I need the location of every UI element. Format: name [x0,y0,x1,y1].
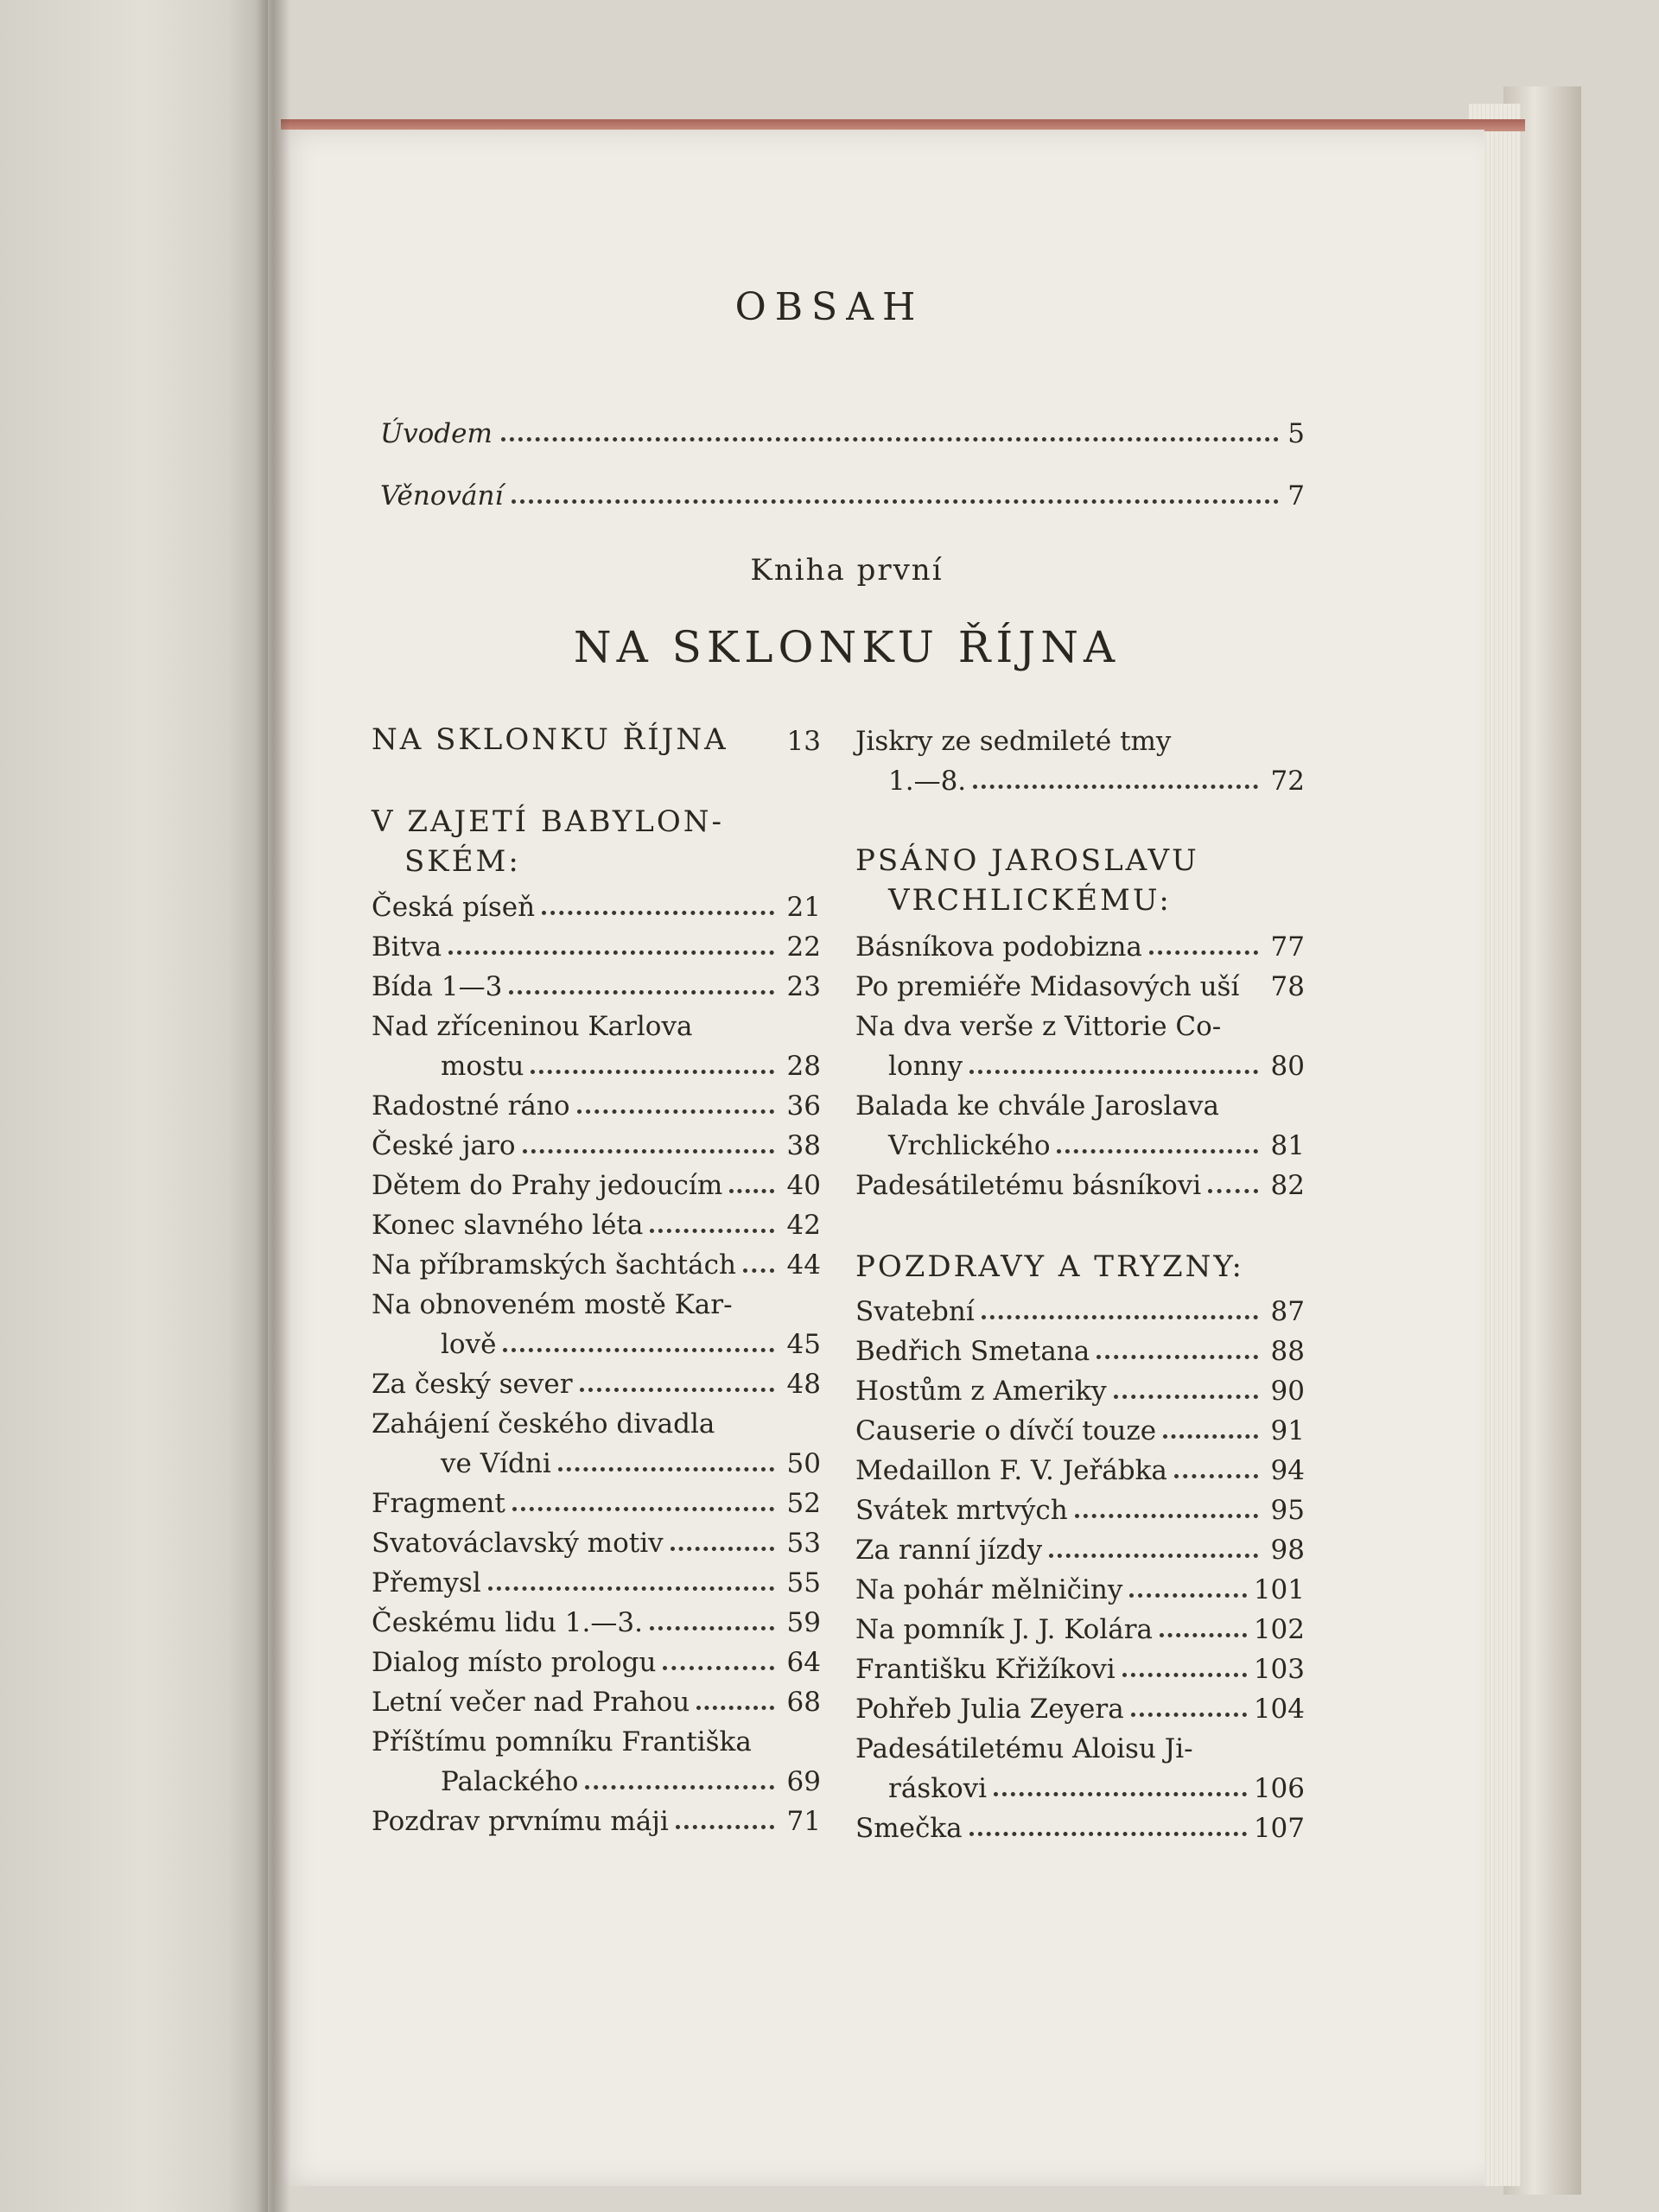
entry-title: Na pohár mělničiny [855,1574,1123,1605]
entry-title: Po premiéře Midasových uší [855,971,1240,1002]
entry-title: Padesátiletému básníkovi [855,1170,1202,1201]
dot-leader [1163,1434,1258,1439]
dot-leader [531,1070,774,1074]
toc-entry [855,1327,1305,1367]
toc-entry [855,1645,1305,1685]
entry-page: 7 [1287,480,1305,512]
dot-leader [501,437,1279,442]
dot-leader [663,1666,774,1670]
entry-page: 88 [1270,1336,1305,1367]
dot-leader [1208,1189,1258,1193]
dot-leader [1131,1713,1247,1717]
dot-leader [512,1507,774,1511]
dot-leader [676,1825,774,1829]
toc-entry-line [855,1725,1305,1764]
toc-entry [372,1320,821,1360]
entry-page: 98 [1270,1535,1305,1566]
entry-page: 50 [786,1448,821,1479]
entry-page: 21 [786,892,821,923]
entry-title: Přemysl [372,1567,481,1599]
entry-page: 5 [1287,418,1305,449]
dot-leader [1174,1474,1258,1478]
entry-page: 104 [1253,1694,1305,1725]
entry-title: Bída 1—3 [372,971,503,1002]
dot-leader [696,1706,774,1710]
toc-entry [855,1042,1305,1082]
toc-entry [855,1605,1305,1645]
dot-leader [650,1626,774,1630]
toc-entry [855,963,1305,1002]
toc-entry [372,1201,821,1241]
entry-title: Františku Křižíkovi [855,1654,1116,1685]
dot-leader [577,1109,774,1114]
entry-page: 59 [786,1607,821,1638]
entry-page: 94 [1270,1455,1305,1486]
entry-title: Causerie o dívčí touze [855,1415,1157,1446]
entry-page: 72 [1270,766,1305,797]
toc-section-entry [372,717,821,757]
dot-leader [448,950,774,955]
entry-page: 69 [786,1766,821,1797]
entry-title: Radostné ráno [372,1090,570,1122]
entry-page: 48 [786,1369,821,1400]
dot-leader [743,1268,774,1273]
dot-leader [973,785,1258,789]
entry-page: 91 [1270,1415,1305,1446]
entry-title: 1.—8. [888,766,967,797]
entry-page: 95 [1270,1495,1305,1526]
toc-entry-line [855,1082,1305,1122]
toc-entry [372,1082,821,1122]
dot-leader [580,1388,774,1392]
section-heading: V ZAJETÍ BABYLON- [372,804,724,839]
dot-leader [969,1070,1258,1074]
entry-title: Českému lidu 1.—3. [372,1607,643,1638]
toc-entry [380,406,1305,449]
dot-leader [1122,1673,1247,1677]
entry-page: 78 [1270,971,1305,1002]
entry-title: Vrchlického [888,1130,1051,1161]
entry-title: Příštímu pomníku Františka [372,1726,752,1758]
entry-title: Pozdrav prvnímu máji [372,1806,669,1837]
toc-entry-line [372,1718,821,1758]
toc-entry [372,1797,821,1837]
entry-page: 106 [1253,1773,1305,1804]
section-heading: VRCHLICKÉMU: [888,883,1172,918]
entry-page: 77 [1270,931,1305,963]
toc-entry [372,1599,821,1638]
entry-page: 80 [1270,1051,1305,1082]
entry-title: Smečka [855,1813,963,1844]
entry-title: ráskovi [888,1773,988,1804]
entry-page: 55 [786,1567,821,1599]
entry-title: Česká píseň [372,892,536,923]
dot-leader [1049,1554,1258,1558]
entry-title: České jaro [372,1130,516,1161]
entry-title: Na příbramských šachtách [372,1249,736,1281]
dot-leader [512,499,1279,504]
toc-entry [855,757,1305,797]
entry-title: Hostům z Ameriky [855,1376,1107,1407]
entry-page: 38 [786,1130,821,1161]
toc-entry [372,1440,821,1479]
dot-leader [509,990,774,995]
dot-leader [503,1348,774,1352]
toc-entry [855,1407,1305,1446]
toc-entry-line [855,717,1305,757]
entry-title: lově [441,1329,497,1360]
entry-title: Bedřich Smetana [855,1336,1090,1367]
toc-entry-line [372,1002,821,1042]
entry-title: Letní večer nad Prahou [372,1687,690,1718]
entry-title: mostu [441,1051,524,1082]
entry-page: 23 [786,971,821,1002]
section-heading: SKÉM: [404,844,521,879]
toc-entry [855,1685,1305,1725]
toc-entry [855,1446,1305,1486]
entry-page: 13 [786,726,821,757]
dot-leader [585,1785,774,1789]
entry-page: 107 [1253,1813,1305,1844]
entry-title: Balada ke chvále Jaroslava [855,1090,1219,1122]
section-heading: PSÁNO JAROSLAVU [855,843,1199,878]
entry-title: Pohřeb Julia Zeyera [855,1694,1124,1725]
dot-leader [523,1149,774,1154]
toc-entry [855,1122,1305,1161]
toc-entry [855,1486,1305,1526]
toc-entry [372,1241,821,1281]
entry-title: Jiskry ze sedmileté tmy [855,726,1172,757]
entry-title: Svatební [855,1296,975,1327]
entry-title: Dialog místo prologu [372,1647,657,1678]
entry-title: Nad zříceninou Karlova [372,1011,693,1042]
toc-entry [372,1758,821,1797]
dot-leader [982,1315,1258,1319]
toc-entry [372,1479,821,1519]
entry-title: Fragment [372,1488,505,1519]
toc-entry [372,1559,821,1599]
dot-leader [1149,950,1258,955]
section-heading: POZDRAVY A TRYZNY: [855,1249,1245,1284]
entry-title: Zahájení českého divadla [372,1408,715,1440]
toc-entry [372,883,821,923]
entry-page: 87 [1270,1296,1305,1327]
toc-entry [372,1122,821,1161]
dot-leader [650,1229,774,1233]
dot-leader [671,1547,774,1551]
toc-entry [372,1042,821,1082]
entry-title: lonny [888,1051,963,1082]
dot-leader [1160,1633,1247,1637]
dot-leader [558,1467,774,1471]
entry-title: Básníkova podobizna [855,931,1142,963]
entry-title: Dětem do Prahy jedoucím [372,1170,723,1201]
entry-page: 42 [786,1210,821,1241]
entry-page: 90 [1270,1376,1305,1407]
toc-entry [855,1287,1305,1327]
entry-title: Úvodem [380,418,493,449]
toc-entry [372,1519,821,1559]
entry-title: Bitva [372,931,442,963]
entry-title: Svatováclavský motiv [372,1528,664,1559]
dot-leader [488,1586,774,1591]
toc-heading: OBSAH [734,285,925,329]
entry-title: Na obnoveném mostě Kar- [372,1289,733,1320]
entry-title: Konec slavného léta [372,1210,644,1241]
entry-page: 36 [786,1090,821,1122]
dot-leader [994,1792,1247,1796]
entry-page: 22 [786,931,821,963]
entry-title: Medaillon F. V. Jeřábka [855,1455,1167,1486]
entry-title: Na pomník J. J. Kolára [855,1614,1154,1645]
entry-page: 68 [786,1687,821,1718]
toc-entry [372,1360,821,1400]
dot-leader [1075,1514,1258,1518]
toc-entry [855,923,1305,963]
dot-leader [729,1189,774,1193]
toc-entry [372,1161,821,1201]
entry-page: 101 [1253,1574,1305,1605]
toc-entry [372,1678,821,1718]
entry-title: Palackého [441,1766,579,1797]
toc-entry-line [855,1002,1305,1042]
toc-entry [855,1367,1305,1407]
toc-entry [855,1764,1305,1804]
dot-leader [1096,1355,1258,1359]
entry-title: ve Vídni [441,1448,551,1479]
toc-entry [380,468,1305,512]
dot-leader [969,1832,1247,1836]
entry-page: 82 [1270,1170,1305,1201]
entry-title: Svátek mrtvých [855,1495,1068,1526]
toc-entry [855,1566,1305,1605]
toc-entry-line [372,1400,821,1440]
dot-leader [542,911,774,915]
entry-page: 52 [786,1488,821,1519]
toc-entry [855,1161,1305,1201]
entry-title: Na dva verše z Vittorie Co- [855,1011,1222,1042]
toc-entry [855,1526,1305,1566]
entry-page: 45 [786,1329,821,1360]
toc-entry [372,963,821,1002]
dot-leader [1114,1395,1258,1399]
book-label: Kniha první [750,553,944,588]
dot-leader [1129,1593,1246,1598]
entry-page: 103 [1253,1654,1305,1685]
toc-entry [372,1638,821,1678]
entry-page: 102 [1253,1614,1305,1645]
entry-page: 81 [1270,1130,1305,1161]
entry-page: 40 [786,1170,821,1201]
dot-leader [1057,1149,1258,1154]
toc-entry [372,923,821,963]
entry-title: Za český sever [372,1369,573,1400]
entry-title: Za ranní jízdy [855,1535,1043,1566]
entry-title: Věnování [380,480,504,512]
entry-page: 28 [786,1051,821,1082]
entry-page: 44 [786,1249,821,1281]
toc-entry-line [372,1281,821,1320]
entry-page: 71 [786,1806,821,1837]
entry-page: 53 [786,1528,821,1559]
toc-entry [855,1804,1305,1844]
section-title: NA SKLONKU ŘÍJNA [372,722,728,757]
book-title: NA SKLONKU ŘÍJNA [573,622,1121,672]
entry-title: Padesátiletému Aloisu Ji- [855,1733,1193,1764]
entry-page: 64 [786,1647,821,1678]
